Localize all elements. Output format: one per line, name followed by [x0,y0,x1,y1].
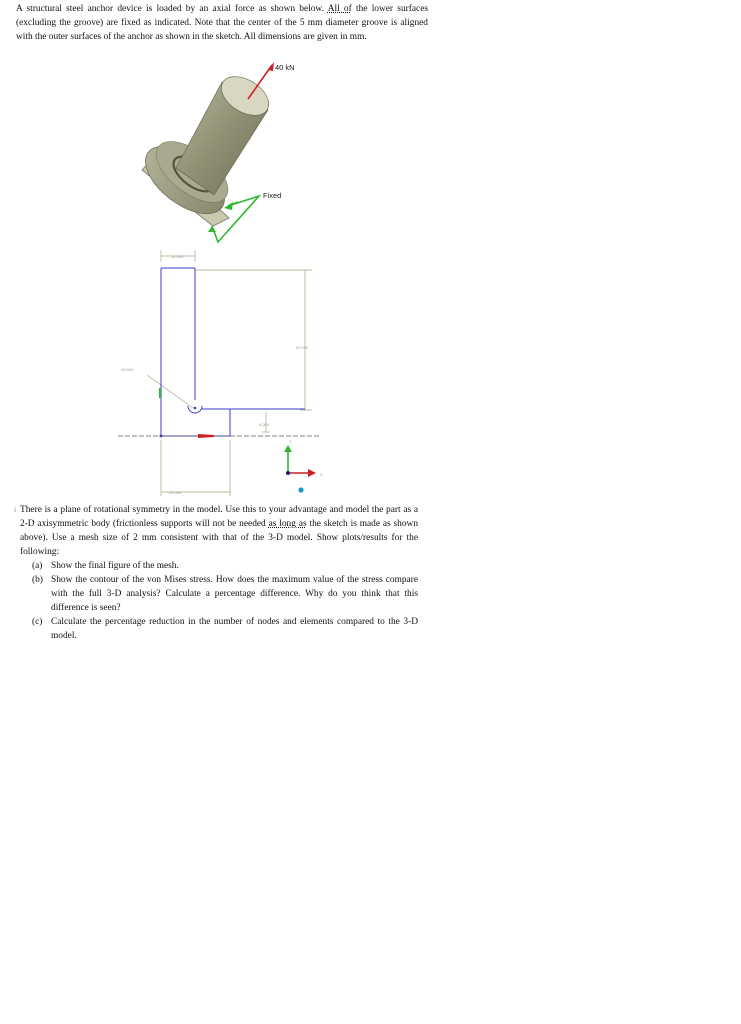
dim-right-label: 50.000 [296,345,309,350]
problem-text-a: There is a plane of rotational symmetry in the model. Use this to your advantage and model the part as a 2-D axisymmetric body (frictionless supports will not be needed [20,505,418,529]
anchor-figure [0,0,741,510]
anchor-3d-model [134,69,276,227]
item-label: (a) [32,561,43,571]
problem-statement [16,503,418,643]
problem-item-a [16,559,418,573]
problem-body [20,503,418,559]
dim-top-label: 12.500 [171,254,184,259]
item-text: Calculate the percentage reduction in the number of nodes and elements compared to the 3-D model. [51,617,418,641]
profile-lines [161,268,305,436]
item-text: Show the final figure of the mesh. [51,561,179,571]
force-label: 40 kN [275,63,295,72]
problem-items [16,559,418,643]
triad-z-dot [298,487,303,492]
dim-right [195,270,312,410]
anchor-cylinder [176,69,276,195]
dim-bottom [161,440,230,496]
item-text: Show the contour of the von Mises stress. How does the maximum value of the stress compare with the full 3-D analysis? Calculate a percentage difference. Why do you think that this difference is seen? [51,575,418,613]
coordinate-triad [284,439,323,493]
problem-text-b: the sketch is made as shown above). Use a mesh size of 2 mm consistent with that of the 3-D model. Show plots/results for the following: [20,519,419,557]
item-label: (b) [32,575,43,585]
dim-left [147,375,193,408]
axis-y-label: Y [289,439,292,444]
axis-x-label: X [320,472,323,477]
problem-item-c [16,615,418,643]
groove-center [194,407,197,410]
dim-bottom-label: 25.000 [169,490,182,495]
axisymmetric-sketch [118,250,320,496]
intro-text-1: A structural steel anchor device is loaded by an axial force as shown below. [16,4,324,14]
intro-text-2: the lower surfaces (excluding the groove) are fixed as indicated. Note that the center of the 5 mm diameter groove is aligned with the outer surfaces of the anchor as shown in the sketch. All dimensions are given in mm. [16,4,429,43]
problem-marker: i [14,505,17,514]
intro-underlined-text: All of [327,4,352,14]
problem-item-b [16,573,418,615]
dim-left-label: 40.000 [121,367,134,372]
problem-underlined-text: as long as [268,519,307,529]
fixed-label: Fixed [263,191,282,200]
dim-groove-label: 9.000 [259,422,270,427]
axis-red-marker [198,434,214,438]
item-label: (c) [32,617,43,627]
